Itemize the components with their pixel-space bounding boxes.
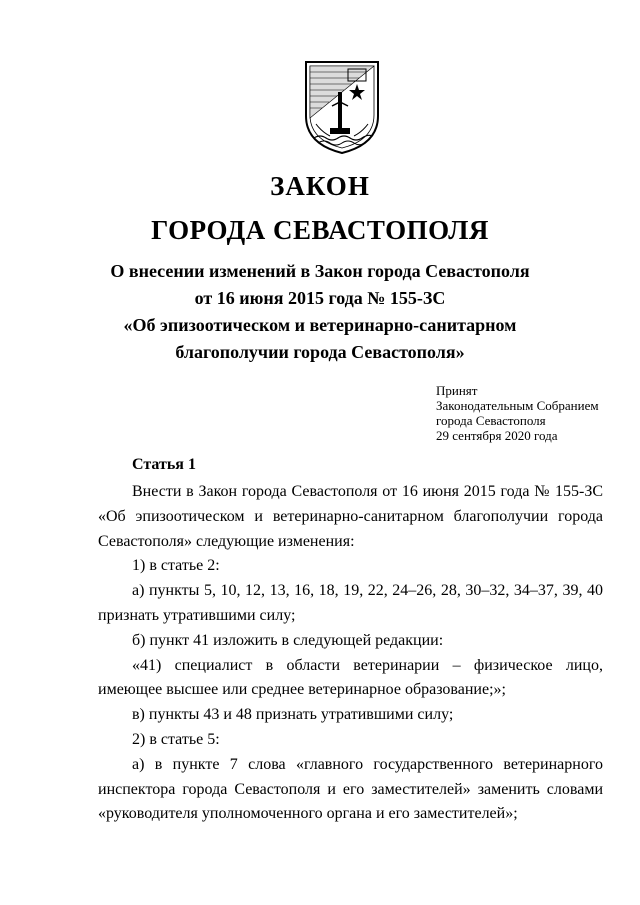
- subtitle-line: «Об эпизоотическом и ветеринарно-санитарном: [123, 315, 517, 335]
- paragraph: а) в пункте 7 слова «главного государственного ветеринарного инспектора города Севастополя и его заместителей» заменить словами «руководителя уполномоченного органа и его заместителей»;: [98, 755, 603, 823]
- law-title: ЗАКОН: [270, 171, 370, 201]
- adoption-line: Принят: [436, 383, 478, 398]
- adoption-line: Законодательным Собранием: [436, 398, 599, 413]
- adoption-date: 29 сентября 2020 года: [436, 428, 558, 443]
- paragraph: а) пункты 5, 10, 12, 13, 16, 18, 19, 22, 24–26, 28, 30–32, 34–37, 39, 40 признать утратившими силу;: [98, 582, 603, 624]
- paragraph: в) пункты 43 и 48 признать утратившими силу;: [132, 706, 454, 724]
- adoption-line: города Севастополя: [436, 413, 546, 428]
- paragraph: «41) специалист в области ветеринарии – физическое лицо, имеющее высшее или среднее ветеринарное образование;»;: [98, 656, 603, 699]
- subtitle-line: от 16 июня 2015 года № 155-ЗС: [194, 288, 446, 308]
- adoption-block: [436, 383, 599, 443]
- law-city-title: ГОРОДА СЕВАСТОПОЛЯ: [151, 215, 489, 245]
- subtitle-line: О внесении изменений в Закон города Севастополя: [110, 261, 530, 281]
- paragraph: 1) в статье 2:: [132, 557, 220, 575]
- paragraph: 2) в статье 5:: [132, 730, 220, 748]
- article-body: [98, 480, 603, 827]
- sevastopol-coat-of-arms-icon: [302, 58, 382, 156]
- paragraph: Внести в Закон города Севастополя от 16 июня 2015 года № 155-ЗС «Об эпизоотическом и ветеринарно-санитарном благополучии города Севастополя» следующие изменения:: [98, 483, 603, 550]
- law-subtitle: [0, 258, 640, 366]
- paragraph: б) пункт 41 изложить в следующей редакции:: [132, 631, 444, 649]
- article-heading: Статья 1: [132, 456, 196, 473]
- subtitle-line: благополучии города Севастополя»: [175, 342, 465, 362]
